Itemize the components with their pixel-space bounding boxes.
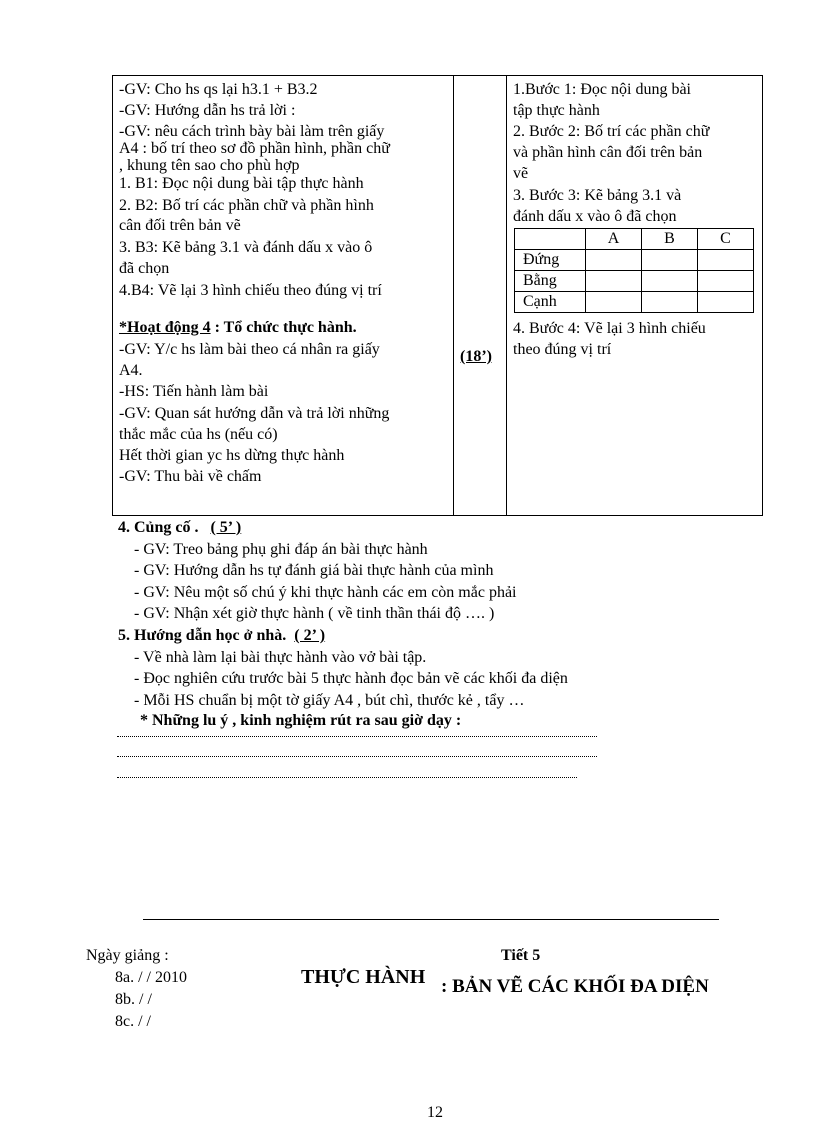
lesson-title-right: : BẢN VẼ CÁC KHỐI ĐA DIỆN [441,976,709,997]
list-item: - GV: Nhận xét giờ thực hành ( về tinh thần thái độ …. ) [134,605,495,622]
section-4-time: ( 5’ ) [210,519,242,536]
grid-cell [586,271,642,292]
section-5-time: ( 2’ ) [294,627,326,644]
projection-grid [514,228,754,313]
grid-header-cell: C [698,229,754,250]
left-line: 3. B3: Kẽ bảng 3.1 và đánh dấu x vào ô [119,239,373,256]
left-line: -GV: Cho hs qs lại h3.1 + B3.2 [119,81,318,98]
activity-line: -GV: Quan sát hướng dẫn và trả lời những [119,405,390,422]
notes-line [117,777,577,778]
right-line: 2. Bước 2: Bố trí các phần chữ [513,123,710,140]
list-item: - GV: Hướng dẫn hs tự đánh giá bài thực hành của mình [134,562,494,579]
activity-line: thắc mắc của hs (nếu có) [119,426,278,443]
grid-cell [698,271,754,292]
grid-row-label: Cạnh [515,292,586,313]
grid-header-cell [515,229,586,250]
left-line: A4 : bố trí theo sơ đồ phần hình, phần chữ [119,140,390,157]
grid-row-label: Bằng [515,271,586,292]
left-line: -GV: nêu cách trình bày bài làm trên giấy [119,123,385,140]
table-row [515,250,754,271]
activity-line: -GV: Thu bài về chấm [119,468,262,485]
section-5-title: 5. Hướng dẫn học ở nhà. [118,627,287,644]
right-line: tập thực hành [513,102,600,119]
date-label: Ngày giảng : [86,947,169,964]
right-line: 1.Bước 1: Đọc nội dung bài [513,81,691,98]
section-divider [143,919,719,920]
grid-cell [642,250,698,271]
right-line: 3. Bước 3: Kẽ bảng 3.1 và [513,187,682,204]
activity-line: -GV: Y/c hs làm bài theo cá nhân ra giấy [119,341,380,358]
notes-line [117,736,597,737]
left-line: đã chọn [119,260,170,277]
activity-heading [119,318,357,338]
list-item: - Đọc nghiên cứu trước bài 5 thực hành đọc bản vẽ các khối đa diện [134,670,568,687]
grid-header-cell: A [586,229,642,250]
notes-line [117,756,597,757]
grid-cell [586,292,642,313]
page-number: 12 [427,1104,443,1121]
grid-cell [698,250,754,271]
grid-cell [698,292,754,313]
right-line: vẽ [513,165,529,182]
activity-heading-suffix: : Tổ chức thực hành. [210,319,357,336]
left-line: 2. B2: Bố trí các phần chữ và phần hình [119,197,374,214]
class-date: 8a. / / 2010 [115,969,187,986]
grid-cell [586,250,642,271]
table-divider-left [453,76,454,515]
lesson-number: Tiết 5 [501,947,541,964]
table-row [515,292,754,313]
list-item: - GV: Nêu một số chú ý khi thực hành các em còn mắc phải [134,584,517,601]
left-line: -GV: Hướng dẫn hs trả lời : [119,102,296,119]
class-date: 8c. / / [115,1013,151,1030]
left-line: 4.B4: Vẽ lại 3 hình chiếu theo đúng vị trí [119,282,382,299]
activity-line: A4. [119,362,143,379]
section-5-heading [118,626,325,646]
activity-heading-prefix: *Hoạt động 4 [119,319,211,336]
section-4-heading [118,518,241,538]
grid-header-cell: B [642,229,698,250]
class-date: 8b. / / [115,991,152,1008]
lesson-title-left: THỰC HÀNH [301,966,426,988]
grid-cell [642,271,698,292]
right-line: 4. Bước 4: Vẽ lại 3 hình chiếu [513,320,706,337]
right-line: đánh dấu x vào ô đã chọn [513,208,677,225]
activity-line: Hết thời gian yc hs dừng thực hành [119,447,345,464]
right-line: theo đúng vị trí [513,341,612,358]
left-line: , khung tên sao cho phù hợp [119,157,300,174]
section-4-title: 4. Củng cố . [118,519,199,536]
table-divider-right [506,76,507,515]
list-item: - GV: Treo bảng phụ ghi đáp án bài thực hành [134,541,428,558]
left-line: 1. B1: Đọc nội dung bài tập thực hành [119,175,364,192]
grid-cell [642,292,698,313]
right-line: và phần hình cân đối trên bản [513,144,703,161]
grid-row-label: Đứng [515,250,586,271]
activity-line: -HS: Tiến hành làm bài [119,383,269,400]
table-row [515,271,754,292]
list-item: - Mỗi HS chuẩn bị một tờ giấy A4 , bút chì, thước kẻ , tẩy … [134,692,525,709]
grid-header-row [515,229,754,250]
activity-time: (18’) [460,348,492,365]
notes-heading: * Những lu ý , kinh nghiệm rút ra sau giờ dạy : [140,712,462,729]
left-line: cân đối trên bản vẽ [119,217,241,234]
list-item: - Về nhà làm lại bài thực hành vào vở bài tập. [134,649,427,666]
